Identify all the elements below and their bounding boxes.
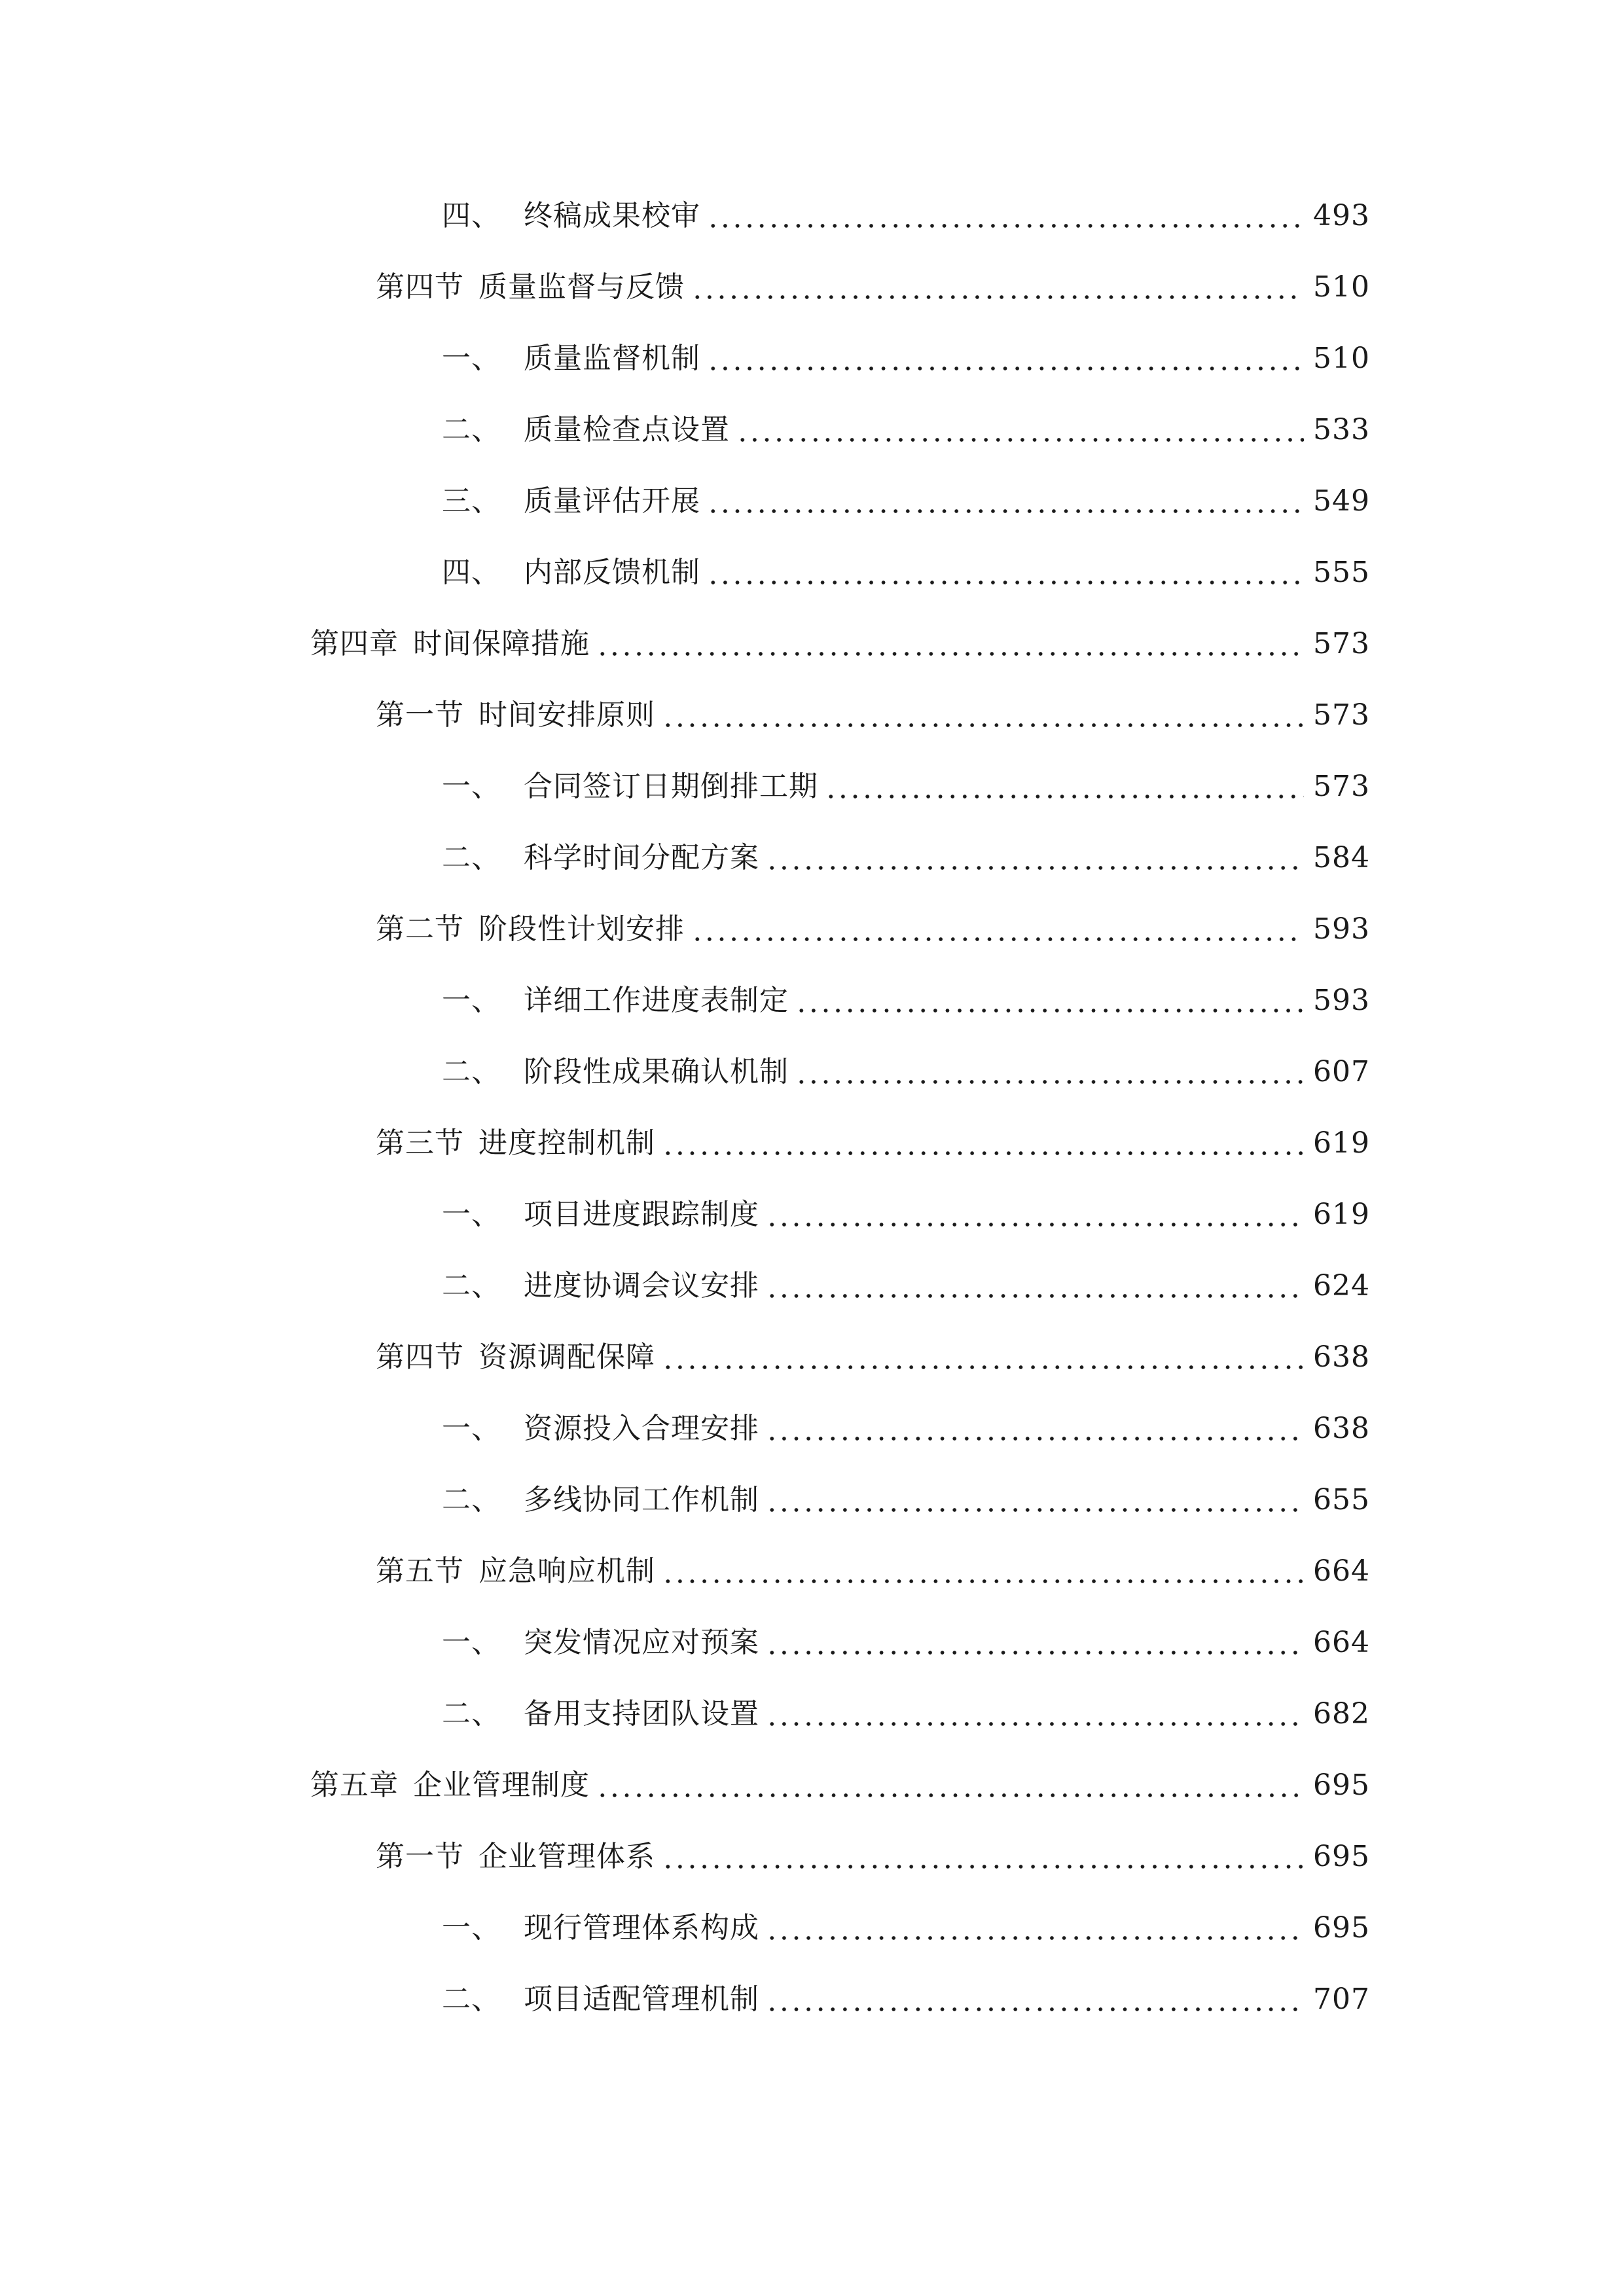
entry-label: [442, 832, 759, 884]
entry-title: 应急响应机制: [478, 1554, 655, 1588]
page-number: 593: [1313, 984, 1370, 1017]
page-number: 695: [1313, 1768, 1370, 1802]
toc-entry[interactable]: [442, 975, 1370, 1027]
entry-title: 终稿成果校审: [524, 199, 700, 232]
entry-prefix: 第五章: [310, 1768, 399, 1802]
entry-prefix: 二、: [442, 1697, 501, 1731]
entry-title: 质量监督与反馈: [478, 270, 685, 304]
page-number: 619: [1313, 1126, 1370, 1160]
entry-label: [442, 975, 789, 1027]
dot-leader: [825, 761, 1304, 813]
entry-title: 企业管理体系: [478, 1840, 655, 1873]
page-number: 695: [1313, 1911, 1370, 1945]
entry-label: [376, 903, 685, 956]
toc-entry[interactable]: [442, 761, 1370, 813]
dot-leader: [662, 1545, 1304, 1598]
entry-title: 内部反馈机制: [524, 556, 700, 589]
entry-label: [376, 1545, 655, 1598]
entry-prefix: 二、: [442, 1483, 501, 1516]
dot-leader: [662, 1831, 1304, 1883]
dot-leader: [662, 1117, 1304, 1170]
entry-label: [376, 261, 685, 314]
toc-entry[interactable]: [376, 903, 1370, 956]
entry-label: [442, 1688, 759, 1740]
entry-prefix: 第一节: [376, 698, 464, 732]
entry-prefix: 四、: [442, 199, 501, 232]
toc-entry[interactable]: [376, 261, 1370, 314]
toc-entry[interactable]: [442, 475, 1370, 528]
entry-prefix: 第一节: [376, 1840, 464, 1873]
dot-leader: [766, 1617, 1304, 1669]
entry-title: 质量评估开展: [524, 484, 700, 518]
toc-entry[interactable]: [442, 547, 1370, 599]
toc-entry[interactable]: [442, 1973, 1370, 2026]
dot-leader: [766, 1403, 1304, 1455]
dot-leader: [795, 1046, 1304, 1098]
page-number: 593: [1313, 912, 1370, 946]
entry-title: 企业管理制度: [413, 1768, 590, 1802]
page-number: 664: [1313, 1626, 1370, 1659]
entry-prefix: 一、: [442, 770, 501, 803]
entry-title: 质量检查点设置: [524, 413, 730, 446]
entry-label: [442, 1046, 789, 1098]
entry-title: 详细工作进度表制定: [524, 984, 789, 1017]
entry-label: [442, 1403, 759, 1455]
page-number: 638: [1313, 1340, 1370, 1374]
page-number: 655: [1313, 1483, 1370, 1516]
dot-leader: [707, 190, 1304, 242]
entry-label: [442, 475, 700, 528]
dot-leader: [662, 689, 1304, 742]
page-number: 607: [1313, 1055, 1370, 1088]
page-number: 573: [1313, 627, 1370, 660]
toc-entry[interactable]: [376, 1331, 1370, 1384]
page-number: 682: [1313, 1697, 1370, 1731]
entry-prefix: 一、: [442, 342, 501, 375]
entry-label: [442, 1189, 759, 1241]
dot-leader: [766, 1688, 1304, 1740]
entry-title: 阶段性成果确认机制: [524, 1055, 789, 1088]
entry-prefix: 第五节: [376, 1554, 464, 1588]
dot-leader: [596, 1759, 1304, 1812]
page-number: 624: [1313, 1269, 1370, 1302]
entry-prefix: 第二节: [376, 912, 464, 946]
page-number: 707: [1313, 1982, 1370, 2016]
toc-entry[interactable]: [442, 1046, 1370, 1098]
toc-entry[interactable]: [376, 689, 1370, 742]
entry-label: [376, 689, 655, 742]
entry-label: [442, 1617, 759, 1669]
entry-label: [310, 1759, 590, 1812]
entry-prefix: 第三节: [376, 1126, 464, 1160]
page-number: 510: [1313, 270, 1370, 304]
toc-entry[interactable]: [310, 1759, 1370, 1812]
toc-entry[interactable]: [442, 1403, 1370, 1455]
page-number: 533: [1313, 413, 1370, 446]
entry-prefix: 二、: [442, 1269, 501, 1302]
toc-entry[interactable]: [442, 1189, 1370, 1241]
page-number: 638: [1313, 1412, 1370, 1445]
entry-label: [376, 1117, 655, 1170]
page-number: 695: [1313, 1840, 1370, 1873]
dot-leader: [596, 618, 1304, 670]
toc-entry[interactable]: [376, 1831, 1370, 1883]
toc-entry[interactable]: [310, 618, 1370, 670]
dot-leader: [766, 1260, 1304, 1312]
entry-prefix: 第四节: [376, 1340, 464, 1374]
dot-leader: [736, 404, 1304, 456]
toc-entry[interactable]: [376, 1545, 1370, 1598]
entry-title: 资源调配保障: [478, 1340, 655, 1374]
page-number: 664: [1313, 1554, 1370, 1588]
entry-label: [376, 1831, 655, 1883]
entry-title: 科学时间分配方案: [524, 841, 759, 874]
dot-leader: [766, 832, 1304, 884]
entry-prefix: 四、: [442, 556, 501, 589]
page-number: 584: [1313, 841, 1370, 874]
dot-leader: [766, 1189, 1304, 1241]
dot-leader: [707, 475, 1304, 528]
entry-label: [442, 332, 700, 385]
dot-leader: [766, 1474, 1304, 1526]
entry-title: 多线协同工作机制: [524, 1483, 759, 1516]
toc-entry[interactable]: [442, 1688, 1370, 1740]
page-number: 573: [1313, 770, 1370, 803]
entry-label: [442, 190, 700, 242]
entry-prefix: 一、: [442, 1911, 501, 1945]
entry-label: [442, 761, 818, 813]
entry-prefix: 二、: [442, 841, 501, 874]
toc-entry[interactable]: [442, 1260, 1370, 1312]
entry-label: [442, 1260, 759, 1312]
entry-label: [442, 547, 700, 599]
dot-leader: [691, 261, 1304, 314]
page-number: 619: [1313, 1198, 1370, 1231]
entry-title: 进度协调会议安排: [524, 1269, 759, 1302]
entry-label: [442, 1902, 759, 1954]
entry-label: [376, 1331, 655, 1384]
entry-title: 质量监督机制: [524, 342, 700, 375]
dot-leader: [766, 1973, 1304, 2026]
toc-entry[interactable]: [442, 404, 1370, 456]
page-number: 555: [1313, 556, 1370, 589]
toc-entry[interactable]: [442, 1617, 1370, 1669]
entry-prefix: 一、: [442, 1198, 501, 1231]
entry-prefix: 二、: [442, 413, 501, 446]
entry-label: [442, 1474, 759, 1526]
entry-prefix: 一、: [442, 1626, 501, 1659]
entry-title: 时间保障措施: [413, 627, 590, 660]
entry-title: 项目适配管理机制: [524, 1982, 759, 2016]
toc-entry[interactable]: [442, 190, 1370, 242]
entry-title: 项目进度跟踪制度: [524, 1198, 759, 1231]
dot-leader: [662, 1331, 1304, 1384]
entry-prefix: 第四节: [376, 270, 464, 304]
entry-label: [442, 404, 730, 456]
page-number: 573: [1313, 698, 1370, 732]
toc-entry[interactable]: [442, 1902, 1370, 1954]
entry-title: 资源投入合理安排: [524, 1412, 759, 1445]
entry-label: [310, 618, 590, 670]
dot-leader: [766, 1902, 1304, 1954]
page-number: 510: [1313, 342, 1370, 375]
page-number: 493: [1313, 199, 1370, 232]
toc-entry[interactable]: [376, 1117, 1370, 1170]
dot-leader: [707, 547, 1304, 599]
dot-leader: [707, 332, 1304, 385]
dot-leader: [691, 903, 1304, 956]
dot-leader: [795, 975, 1304, 1027]
toc-entry[interactable]: [442, 1474, 1370, 1526]
toc-entry[interactable]: [442, 332, 1370, 385]
entry-title: 时间安排原则: [478, 698, 655, 732]
page-number: 549: [1313, 484, 1370, 518]
entry-prefix: 第四章: [310, 627, 399, 660]
entry-prefix: 二、: [442, 1055, 501, 1088]
entry-title: 阶段性计划安排: [478, 912, 685, 946]
entry-label: [442, 1973, 759, 2026]
entry-title: 进度控制机制: [478, 1126, 655, 1160]
entry-title: 合同签订日期倒排工期: [524, 770, 818, 803]
entry-prefix: 三、: [442, 484, 501, 518]
entry-title: 突发情况应对预案: [524, 1626, 759, 1659]
entry-title: 现行管理体系构成: [524, 1911, 759, 1945]
entry-prefix: 一、: [442, 1412, 501, 1445]
entry-title: 备用支持团队设置: [524, 1697, 759, 1731]
toc-entry[interactable]: [442, 832, 1370, 884]
entry-prefix: 二、: [442, 1982, 501, 2016]
entry-prefix: 一、: [442, 984, 501, 1017]
